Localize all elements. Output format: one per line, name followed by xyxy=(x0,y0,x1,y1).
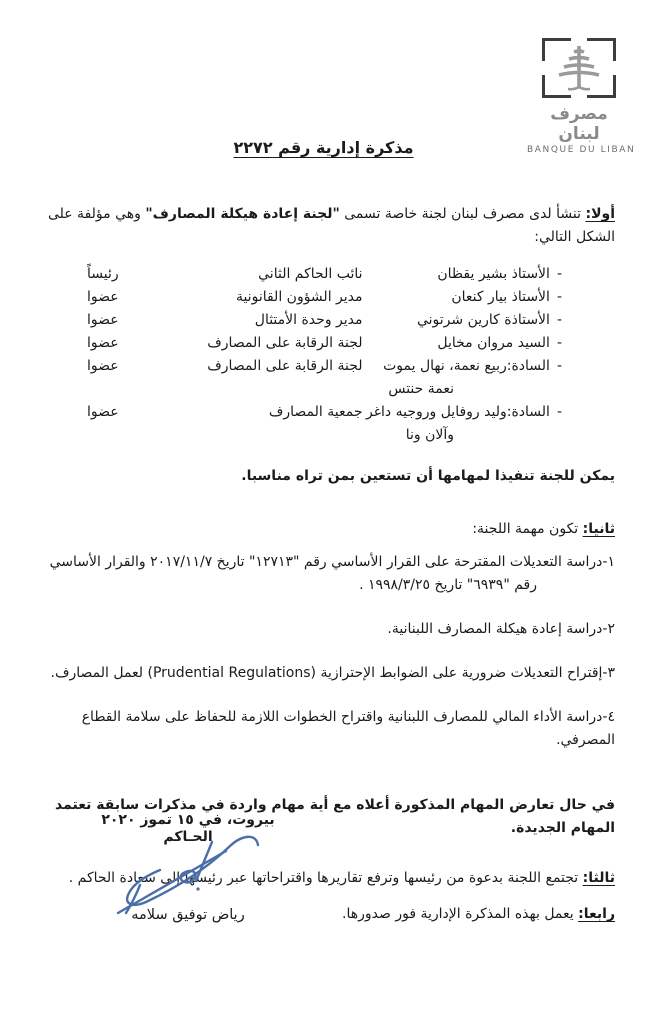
committee-row xyxy=(87,309,562,332)
conflict-note: في حال تعارض المهام المذكورة أعلاه مع أية مهام واردة في مذكرات سابقة تعتمد المهام الجديدة. xyxy=(55,797,615,836)
logo-arabic-name: مصرف لبنان xyxy=(550,104,608,144)
member-name xyxy=(363,263,563,286)
governor-name: رياض توفيق سلامه xyxy=(131,907,245,923)
governor-title: الحـاكم xyxy=(163,829,213,845)
committee-note: يمكن للجنة تنفيذا لمهامها أن تستعين بمن تراه مناسبا. xyxy=(241,468,615,484)
member-name-text: السادة:ربيع نعمة، نهال يموت xyxy=(383,358,550,374)
section-second-label: ثانيا: xyxy=(582,521,615,537)
section-third-label: ثالثا: xyxy=(582,870,615,886)
task-item xyxy=(35,551,615,597)
member-name xyxy=(363,332,563,355)
task-item: ٢-دراسة إعادة هيكلة المصارف اللبنانية. xyxy=(387,621,615,637)
section-second-heading xyxy=(35,518,615,541)
task-item-line2: رقم "٦٩٣٩" تاريخ ١٩٩٨/٣/٢٥ . xyxy=(359,577,537,593)
member-role: عضوا xyxy=(87,335,119,351)
member-name xyxy=(363,286,563,309)
member-name-text: الأستاذة كارين شرتوني xyxy=(416,312,550,328)
task-item: ٤-دراسة الأداء المالي للمصارف اللبنانية واقتراح الخطوات اللازمة للحفاظ على سلامة القطاع المصرفي. xyxy=(81,709,615,748)
list-dash: - xyxy=(556,404,562,420)
section-first-text-after: وهي مؤلفة على الشكل التالي: xyxy=(47,206,615,245)
committee-row xyxy=(87,332,562,355)
member-position: نائب الحاكم الثاني xyxy=(258,266,363,282)
memo-title: مذكرة إدارية رقم ٢٢٧٢ xyxy=(233,138,414,157)
committee-list xyxy=(87,263,562,447)
member-role: رئيساً xyxy=(87,266,119,282)
committee-row xyxy=(87,401,562,447)
list-dash: - xyxy=(556,266,562,282)
member-role: عضوا xyxy=(87,404,119,420)
list-dash: - xyxy=(556,312,562,328)
member-position: جمعية المصارف xyxy=(268,404,363,420)
task-item: ٣-إقتراح التعديلات ضرورية على الضوابط الإحترازية (Prudential Regulations) لعمل المصارف. xyxy=(50,665,615,681)
member-name xyxy=(363,355,563,401)
member-name-text: الأستاذ بيار كنعان xyxy=(451,289,550,305)
member-position: لجنة الرقابة على المصارف xyxy=(207,358,363,374)
committee-name-bold: "لجنة إعادة هيكلة المصارف" xyxy=(145,206,340,222)
member-name-line2: وآلان ونا xyxy=(405,427,454,443)
task-list xyxy=(35,551,615,752)
cedar-tree-icon xyxy=(550,43,608,93)
member-name-text: السادة:وليد روفايل وروجيه داغر xyxy=(365,404,550,420)
member-position: مدير وحدة الأمتثال xyxy=(254,312,363,328)
member-name xyxy=(363,309,563,332)
committee-row xyxy=(87,286,562,309)
bdl-logo xyxy=(527,38,636,155)
list-dash: - xyxy=(556,335,562,351)
section-third-text: تجتمع اللجنة بدعوة من رئيسها وترفع تقاريرها واقتراحاتها عبر رئيسها إلى سعادة الحاكم . xyxy=(68,870,583,886)
logo-frame xyxy=(542,38,616,98)
member-role: عضوا xyxy=(87,289,119,305)
member-position: لجنة الرقابة على المصارف xyxy=(207,335,363,351)
section-first-paragraph xyxy=(35,203,615,249)
task-item-line1: ١-دراسة التعديلات المقترحة على القرار الأساسي رقم "١٢٧١٣" تاريخ ٢٠١٧/١١/٧ والقرار الأساسي xyxy=(49,554,615,570)
logo-french-name: BANQUE DU LIBAN xyxy=(527,145,636,155)
section-fourth-label: رابعا: xyxy=(578,906,615,922)
date-line: بيروت، في ١٥ تموز ٢٠٢٠ xyxy=(101,812,275,828)
member-position: مدير الشؤون القانونية xyxy=(235,289,363,305)
committee-row xyxy=(87,263,562,286)
signature-block xyxy=(88,812,288,923)
list-dash: - xyxy=(556,289,562,305)
section-second-intro: تكون مهمة اللجنة: xyxy=(472,521,583,537)
section-first-text: تنشأ لدى مصرف لبنان لجنة خاصة تسمى xyxy=(339,206,586,222)
member-name-line2: نعمة حنتس xyxy=(388,381,454,397)
member-name-text: السيد مروان مخايل xyxy=(437,335,550,351)
member-name-text: الأستاذ بشير يقظان xyxy=(437,266,550,282)
member-role: عضوا xyxy=(87,312,119,328)
member-role: عضوا xyxy=(87,358,119,374)
member-name xyxy=(363,401,563,447)
list-dash: - xyxy=(556,358,562,374)
committee-row xyxy=(87,355,562,401)
section-first-label: أولا: xyxy=(585,206,615,222)
section-fourth-text: يعمل بهذه المذكرة الإدارية فور صدورها. xyxy=(342,906,579,922)
